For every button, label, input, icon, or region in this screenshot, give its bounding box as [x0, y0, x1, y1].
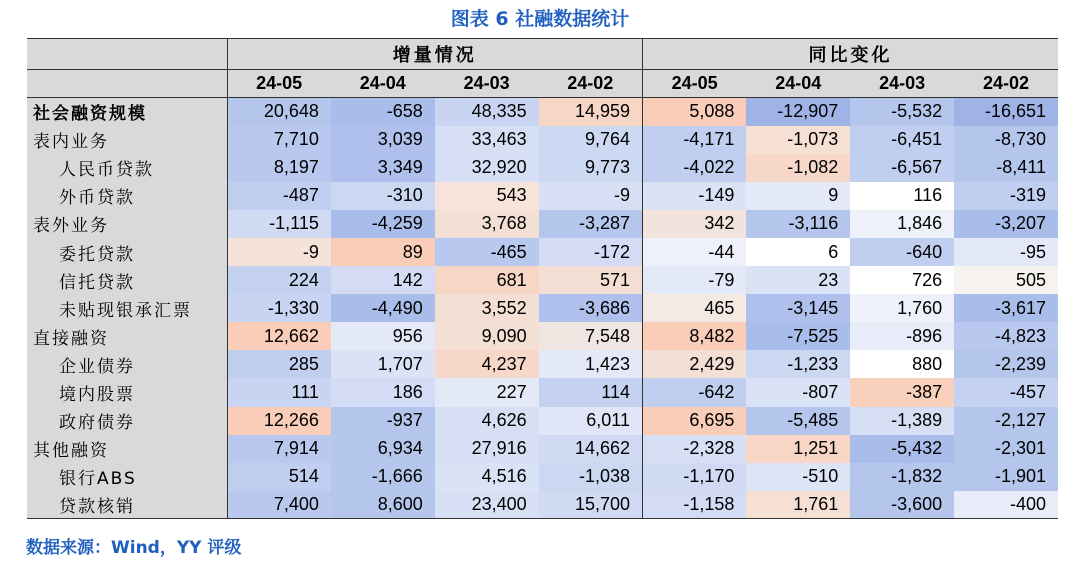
yoy-cell: -44	[643, 238, 747, 266]
yoy-cell: -3,145	[746, 294, 850, 322]
increment-cell: 9,773	[539, 154, 643, 182]
increment-cell: 3,349	[331, 154, 435, 182]
yoy-cell: -400	[954, 491, 1058, 519]
yoy-cell: -3,207	[954, 210, 1058, 238]
increment-cell: -487	[227, 182, 331, 210]
group-header-increment: 增量情况	[227, 39, 643, 70]
yoy-cell: -8,411	[954, 154, 1058, 182]
table-row	[27, 98, 1058, 126]
increment-cell: -937	[331, 407, 435, 435]
increment-cell: 48,335	[435, 98, 539, 126]
header-corner	[27, 39, 227, 70]
row-label: 表外业务	[27, 210, 227, 238]
increment-cell: 224	[227, 266, 331, 294]
yoy-cell: -1,901	[954, 463, 1058, 491]
increment-cell: 7,400	[227, 491, 331, 519]
col-header-yoy-4: 24-02	[954, 70, 1058, 98]
yoy-cell: 2,429	[643, 350, 747, 378]
col-header-yoy-1: 24-05	[643, 70, 747, 98]
yoy-cell: -149	[643, 182, 747, 210]
table-row	[27, 491, 1058, 519]
table-row	[27, 294, 1058, 322]
yoy-cell: -2,127	[954, 407, 1058, 435]
yoy-cell: 505	[954, 266, 1058, 294]
increment-cell: 33,463	[435, 126, 539, 154]
yoy-cell: -6,451	[850, 126, 954, 154]
increment-cell: 111	[227, 378, 331, 406]
header-corner-2	[27, 70, 227, 98]
increment-cell: -4,490	[331, 294, 435, 322]
yoy-cell: -1,233	[746, 350, 850, 378]
table-row	[27, 238, 1058, 266]
increment-cell: 23,400	[435, 491, 539, 519]
table-row	[27, 154, 1058, 182]
increment-cell: 12,266	[227, 407, 331, 435]
yoy-cell: -896	[850, 322, 954, 350]
increment-cell: -3,287	[539, 210, 643, 238]
row-label: 外币贷款	[27, 182, 227, 210]
col-header-increment-4: 24-02	[539, 70, 643, 98]
increment-cell: -3,686	[539, 294, 643, 322]
increment-cell: 14,662	[539, 435, 643, 463]
yoy-cell: -16,651	[954, 98, 1058, 126]
row-label: 企业债券	[27, 350, 227, 378]
increment-cell: -9	[227, 238, 331, 266]
table-row	[27, 350, 1058, 378]
row-label: 人民币贷款	[27, 154, 227, 182]
yoy-cell: -510	[746, 463, 850, 491]
table-row	[27, 463, 1058, 491]
yoy-cell: 1,846	[850, 210, 954, 238]
yoy-cell: 465	[643, 294, 747, 322]
yoy-cell: -4,823	[954, 322, 1058, 350]
increment-cell: 186	[331, 378, 435, 406]
yoy-cell: -95	[954, 238, 1058, 266]
increment-cell: 3,039	[331, 126, 435, 154]
increment-cell: 4,626	[435, 407, 539, 435]
increment-cell: 285	[227, 350, 331, 378]
yoy-cell: 1,761	[746, 491, 850, 519]
yoy-cell: -3,600	[850, 491, 954, 519]
source-note: 数据来源：Wind，YY 评级	[26, 538, 242, 558]
increment-cell: 1,423	[539, 350, 643, 378]
yoy-cell: -1,170	[643, 463, 747, 491]
increment-cell: 227	[435, 378, 539, 406]
yoy-cell: -5,532	[850, 98, 954, 126]
table-row	[27, 210, 1058, 238]
increment-cell: -310	[331, 182, 435, 210]
yoy-cell: 726	[850, 266, 954, 294]
yoy-cell: 342	[643, 210, 747, 238]
yoy-cell: 8,482	[643, 322, 747, 350]
yoy-cell: -319	[954, 182, 1058, 210]
increment-cell: 543	[435, 182, 539, 210]
increment-cell: -658	[331, 98, 435, 126]
increment-cell: 571	[539, 266, 643, 294]
table-row	[27, 182, 1058, 210]
yoy-cell: 116	[850, 182, 954, 210]
yoy-cell: -4,022	[643, 154, 747, 182]
col-header-increment-3: 24-03	[435, 70, 539, 98]
table-row	[27, 435, 1058, 463]
increment-cell: 1,707	[331, 350, 435, 378]
increment-cell: 27,916	[435, 435, 539, 463]
header-period-row	[27, 70, 1058, 98]
table-title: 图表 6 社融数据统计	[450, 8, 630, 30]
row-label: 社会融资规模	[27, 98, 227, 126]
yoy-cell: 23	[746, 266, 850, 294]
yoy-cell: -2,239	[954, 350, 1058, 378]
yoy-cell: -807	[746, 378, 850, 406]
increment-cell: 12,662	[227, 322, 331, 350]
increment-cell: -1,038	[539, 463, 643, 491]
col-header-yoy-2: 24-04	[746, 70, 850, 98]
yoy-cell: -5,432	[850, 435, 954, 463]
increment-cell: -1,330	[227, 294, 331, 322]
yoy-cell: -2,328	[643, 435, 747, 463]
yoy-cell: 5,088	[643, 98, 747, 126]
table-row	[27, 266, 1058, 294]
col-header-increment-2: 24-04	[331, 70, 435, 98]
table-row	[27, 407, 1058, 435]
row-label: 其他融资	[27, 435, 227, 463]
row-label: 信托贷款	[27, 266, 227, 294]
increment-cell: 6,011	[539, 407, 643, 435]
yoy-cell: -3,617	[954, 294, 1058, 322]
col-header-yoy-3: 24-03	[850, 70, 954, 98]
yoy-cell: -1,082	[746, 154, 850, 182]
increment-cell: 7,914	[227, 435, 331, 463]
increment-cell: 7,548	[539, 322, 643, 350]
increment-cell: 20,648	[227, 98, 331, 126]
increment-cell: 32,920	[435, 154, 539, 182]
yoy-cell: -640	[850, 238, 954, 266]
increment-cell: 9,090	[435, 322, 539, 350]
yoy-cell: -1,158	[643, 491, 747, 519]
increment-cell: 15,700	[539, 491, 643, 519]
increment-cell: 3,768	[435, 210, 539, 238]
increment-cell: 89	[331, 238, 435, 266]
yoy-cell: -8,730	[954, 126, 1058, 154]
yoy-cell: -79	[643, 266, 747, 294]
yoy-cell: -642	[643, 378, 747, 406]
table-row	[27, 378, 1058, 406]
yoy-cell: -5,485	[746, 407, 850, 435]
yoy-cell: -2,301	[954, 435, 1058, 463]
yoy-cell: 9	[746, 182, 850, 210]
increment-cell: 956	[331, 322, 435, 350]
header-group-row	[27, 39, 1058, 70]
yoy-cell: -12,907	[746, 98, 850, 126]
yoy-cell: -457	[954, 378, 1058, 406]
yoy-cell: -1,073	[746, 126, 850, 154]
col-header-increment-1: 24-05	[227, 70, 331, 98]
group-header-yoy: 同比变化	[643, 39, 1059, 70]
table-row	[27, 126, 1058, 154]
yoy-cell: -3,116	[746, 210, 850, 238]
social-financing-table	[27, 38, 1058, 519]
yoy-cell: 1,251	[746, 435, 850, 463]
row-label: 贷款核销	[27, 491, 227, 519]
increment-cell: -1,666	[331, 463, 435, 491]
row-label: 委托贷款	[27, 238, 227, 266]
row-label: 政府债券	[27, 407, 227, 435]
increment-cell: -4,259	[331, 210, 435, 238]
increment-cell: 114	[539, 378, 643, 406]
increment-cell: -1,115	[227, 210, 331, 238]
increment-cell: -172	[539, 238, 643, 266]
increment-cell: 6,934	[331, 435, 435, 463]
row-label: 未贴现银承汇票	[27, 294, 227, 322]
increment-cell: -9	[539, 182, 643, 210]
table-body	[27, 98, 1058, 519]
increment-cell: 8,197	[227, 154, 331, 182]
yoy-cell: 6,695	[643, 407, 747, 435]
yoy-cell: -387	[850, 378, 954, 406]
increment-cell: -465	[435, 238, 539, 266]
yoy-cell: -4,171	[643, 126, 747, 154]
row-label: 境内股票	[27, 378, 227, 406]
yoy-cell: 6	[746, 238, 850, 266]
row-label: 银行ABS	[27, 463, 227, 491]
increment-cell: 4,237	[435, 350, 539, 378]
yoy-cell: 1,760	[850, 294, 954, 322]
yoy-cell: -1,832	[850, 463, 954, 491]
table-row	[27, 322, 1058, 350]
increment-cell: 142	[331, 266, 435, 294]
row-label: 直接融资	[27, 322, 227, 350]
increment-cell: 7,710	[227, 126, 331, 154]
increment-cell: 8,600	[331, 491, 435, 519]
increment-cell: 9,764	[539, 126, 643, 154]
increment-cell: 681	[435, 266, 539, 294]
yoy-cell: -7,525	[746, 322, 850, 350]
increment-cell: 3,552	[435, 294, 539, 322]
increment-cell: 514	[227, 463, 331, 491]
row-label: 表内业务	[27, 126, 227, 154]
yoy-cell: -1,389	[850, 407, 954, 435]
yoy-cell: 880	[850, 350, 954, 378]
yoy-cell: -6,567	[850, 154, 954, 182]
increment-cell: 14,959	[539, 98, 643, 126]
increment-cell: 4,516	[435, 463, 539, 491]
